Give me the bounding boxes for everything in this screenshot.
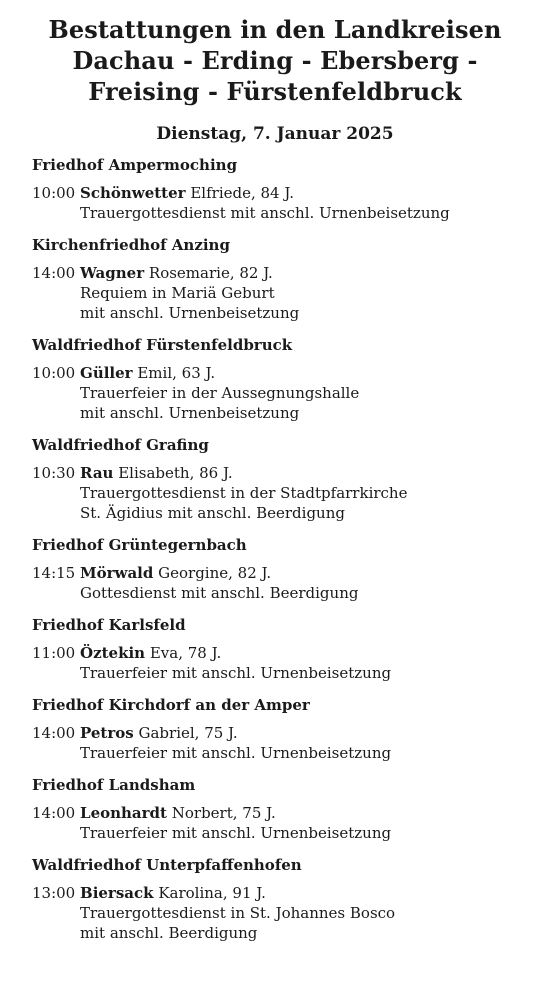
cemetery-name: Friedhof Karlsfeld [32, 616, 186, 634]
ceremony-detail: Trauerfeier mit anschl. Urnenbeisetzung [80, 664, 392, 682]
cemetery-name: Friedhof Landsham [32, 776, 196, 794]
ceremony-detail: mit anschl. Urnenbeisetzung [80, 304, 300, 322]
ceremony-detail: Trauerfeier mit anschl. Urnenbeisetzung [80, 744, 392, 762]
page-title [10, 14, 540, 107]
cemetery-name: Waldfriedhof Grafing [32, 436, 209, 454]
funeral-section [32, 235, 534, 323]
deceased-surname: Leonhardt [80, 804, 167, 822]
cemetery-name: Kirchenfriedhof Anzing [32, 236, 230, 254]
funeral-entry [32, 803, 534, 843]
funeral-entry [32, 363, 534, 423]
funeral-section [32, 855, 534, 943]
entry-main-line [32, 883, 534, 903]
entry-main-line [32, 463, 534, 483]
cemetery-name: Friedhof Kirchdorf an der Amper [32, 696, 310, 714]
funeral-time: 14:15 [32, 564, 76, 582]
ceremony-detail: St. Ägidius mit anschl. Beerdigung [80, 504, 345, 522]
funeral-time: 10:00 [32, 184, 76, 202]
funeral-entry [32, 263, 534, 323]
funeral-entry [32, 883, 534, 943]
funeral-section [32, 155, 534, 223]
title-line: Dachau - Erding - Ebersberg - [72, 46, 478, 75]
ceremony-detail: Trauerfeier mit anschl. Urnenbeisetzung [80, 824, 392, 842]
cemetery-name: Friedhof Ampermoching [32, 156, 238, 174]
cemetery-name: Waldfriedhof Fürstenfeldbruck [32, 336, 293, 354]
deceased-firstname-age: Karolina, 91 J. [158, 884, 266, 902]
funeral-list [0, 155, 550, 943]
funeral-section [32, 435, 534, 523]
deceased-surname: Biersack [80, 884, 154, 902]
ceremony-detail: Trauergottesdienst in St. Johannes Bosco [80, 904, 396, 922]
deceased-firstname-age: Georgine, 82 J. [158, 564, 272, 582]
funeral-time: 14:00 [32, 264, 76, 282]
funeral-time: 14:00 [32, 724, 76, 742]
deceased-firstname-age: Norbert, 75 J. [171, 804, 276, 822]
ceremony-detail: mit anschl. Urnenbeisetzung [80, 404, 300, 422]
deceased-firstname-age: Rosemarie, 82 J. [148, 264, 273, 282]
ceremony-detail: Trauerfeier in der Aussegnungshalle [80, 384, 360, 402]
title-line: Bestattungen in den Landkreisen [48, 15, 502, 44]
funeral-entry [32, 723, 534, 763]
deceased-surname: Güller [80, 364, 133, 382]
entry-main-line [32, 643, 534, 663]
deceased-surname: Rau [80, 464, 114, 482]
funeral-section [32, 335, 534, 423]
deceased-surname: Wagner [80, 264, 145, 282]
funeral-time: 11:00 [32, 644, 76, 662]
funeral-section [32, 775, 534, 843]
deceased-firstname-age: Elfriede, 84 J. [190, 184, 294, 202]
deceased-surname: Petros [80, 724, 134, 742]
cemetery-name: Friedhof Grüntegernbach [32, 536, 247, 554]
date-heading: Dienstag, 7. Januar 2025 [156, 124, 394, 144]
deceased-surname: Schönwetter [80, 184, 186, 202]
deceased-firstname-age: Gabriel, 75 J. [138, 724, 238, 742]
deceased-firstname-age: Eva, 78 J. [149, 644, 222, 662]
entry-main-line [32, 183, 534, 203]
entry-main-line [32, 803, 534, 823]
ceremony-detail: Trauergottesdienst in der Stadtpfarrkirche [80, 484, 408, 502]
entry-main-line [32, 263, 534, 283]
ceremony-detail: Trauergottesdienst mit anschl. Urnenbeisetzung [80, 204, 450, 222]
funeral-time: 13:00 [32, 884, 76, 902]
funeral-section [32, 615, 534, 683]
funeral-time: 14:00 [32, 804, 76, 822]
deceased-firstname-age: Elisabeth, 86 J. [118, 464, 233, 482]
funeral-entry [32, 643, 534, 683]
funeral-entry [32, 183, 534, 223]
entry-main-line [32, 563, 534, 583]
funeral-entry [32, 463, 534, 523]
deceased-surname: Mörwald [80, 564, 154, 582]
funeral-time: 10:30 [32, 464, 76, 482]
funeral-section [32, 535, 534, 603]
deceased-surname: Öztekin [80, 644, 146, 662]
entry-main-line [32, 363, 534, 383]
ceremony-detail: Gottesdienst mit anschl. Beerdigung [80, 584, 359, 602]
ceremony-detail: Requiem in Mariä Geburt [80, 284, 275, 302]
ceremony-detail: mit anschl. Beerdigung [80, 924, 258, 942]
entry-main-line [32, 723, 534, 743]
deceased-firstname-age: Emil, 63 J. [137, 364, 216, 382]
funeral-time: 10:00 [32, 364, 76, 382]
funeral-section [32, 695, 534, 763]
funeral-entry [32, 563, 534, 603]
title-line: Freising - Fürstenfeldbruck [88, 77, 462, 106]
cemetery-name: Waldfriedhof Unterpfaffenhofen [32, 856, 302, 874]
